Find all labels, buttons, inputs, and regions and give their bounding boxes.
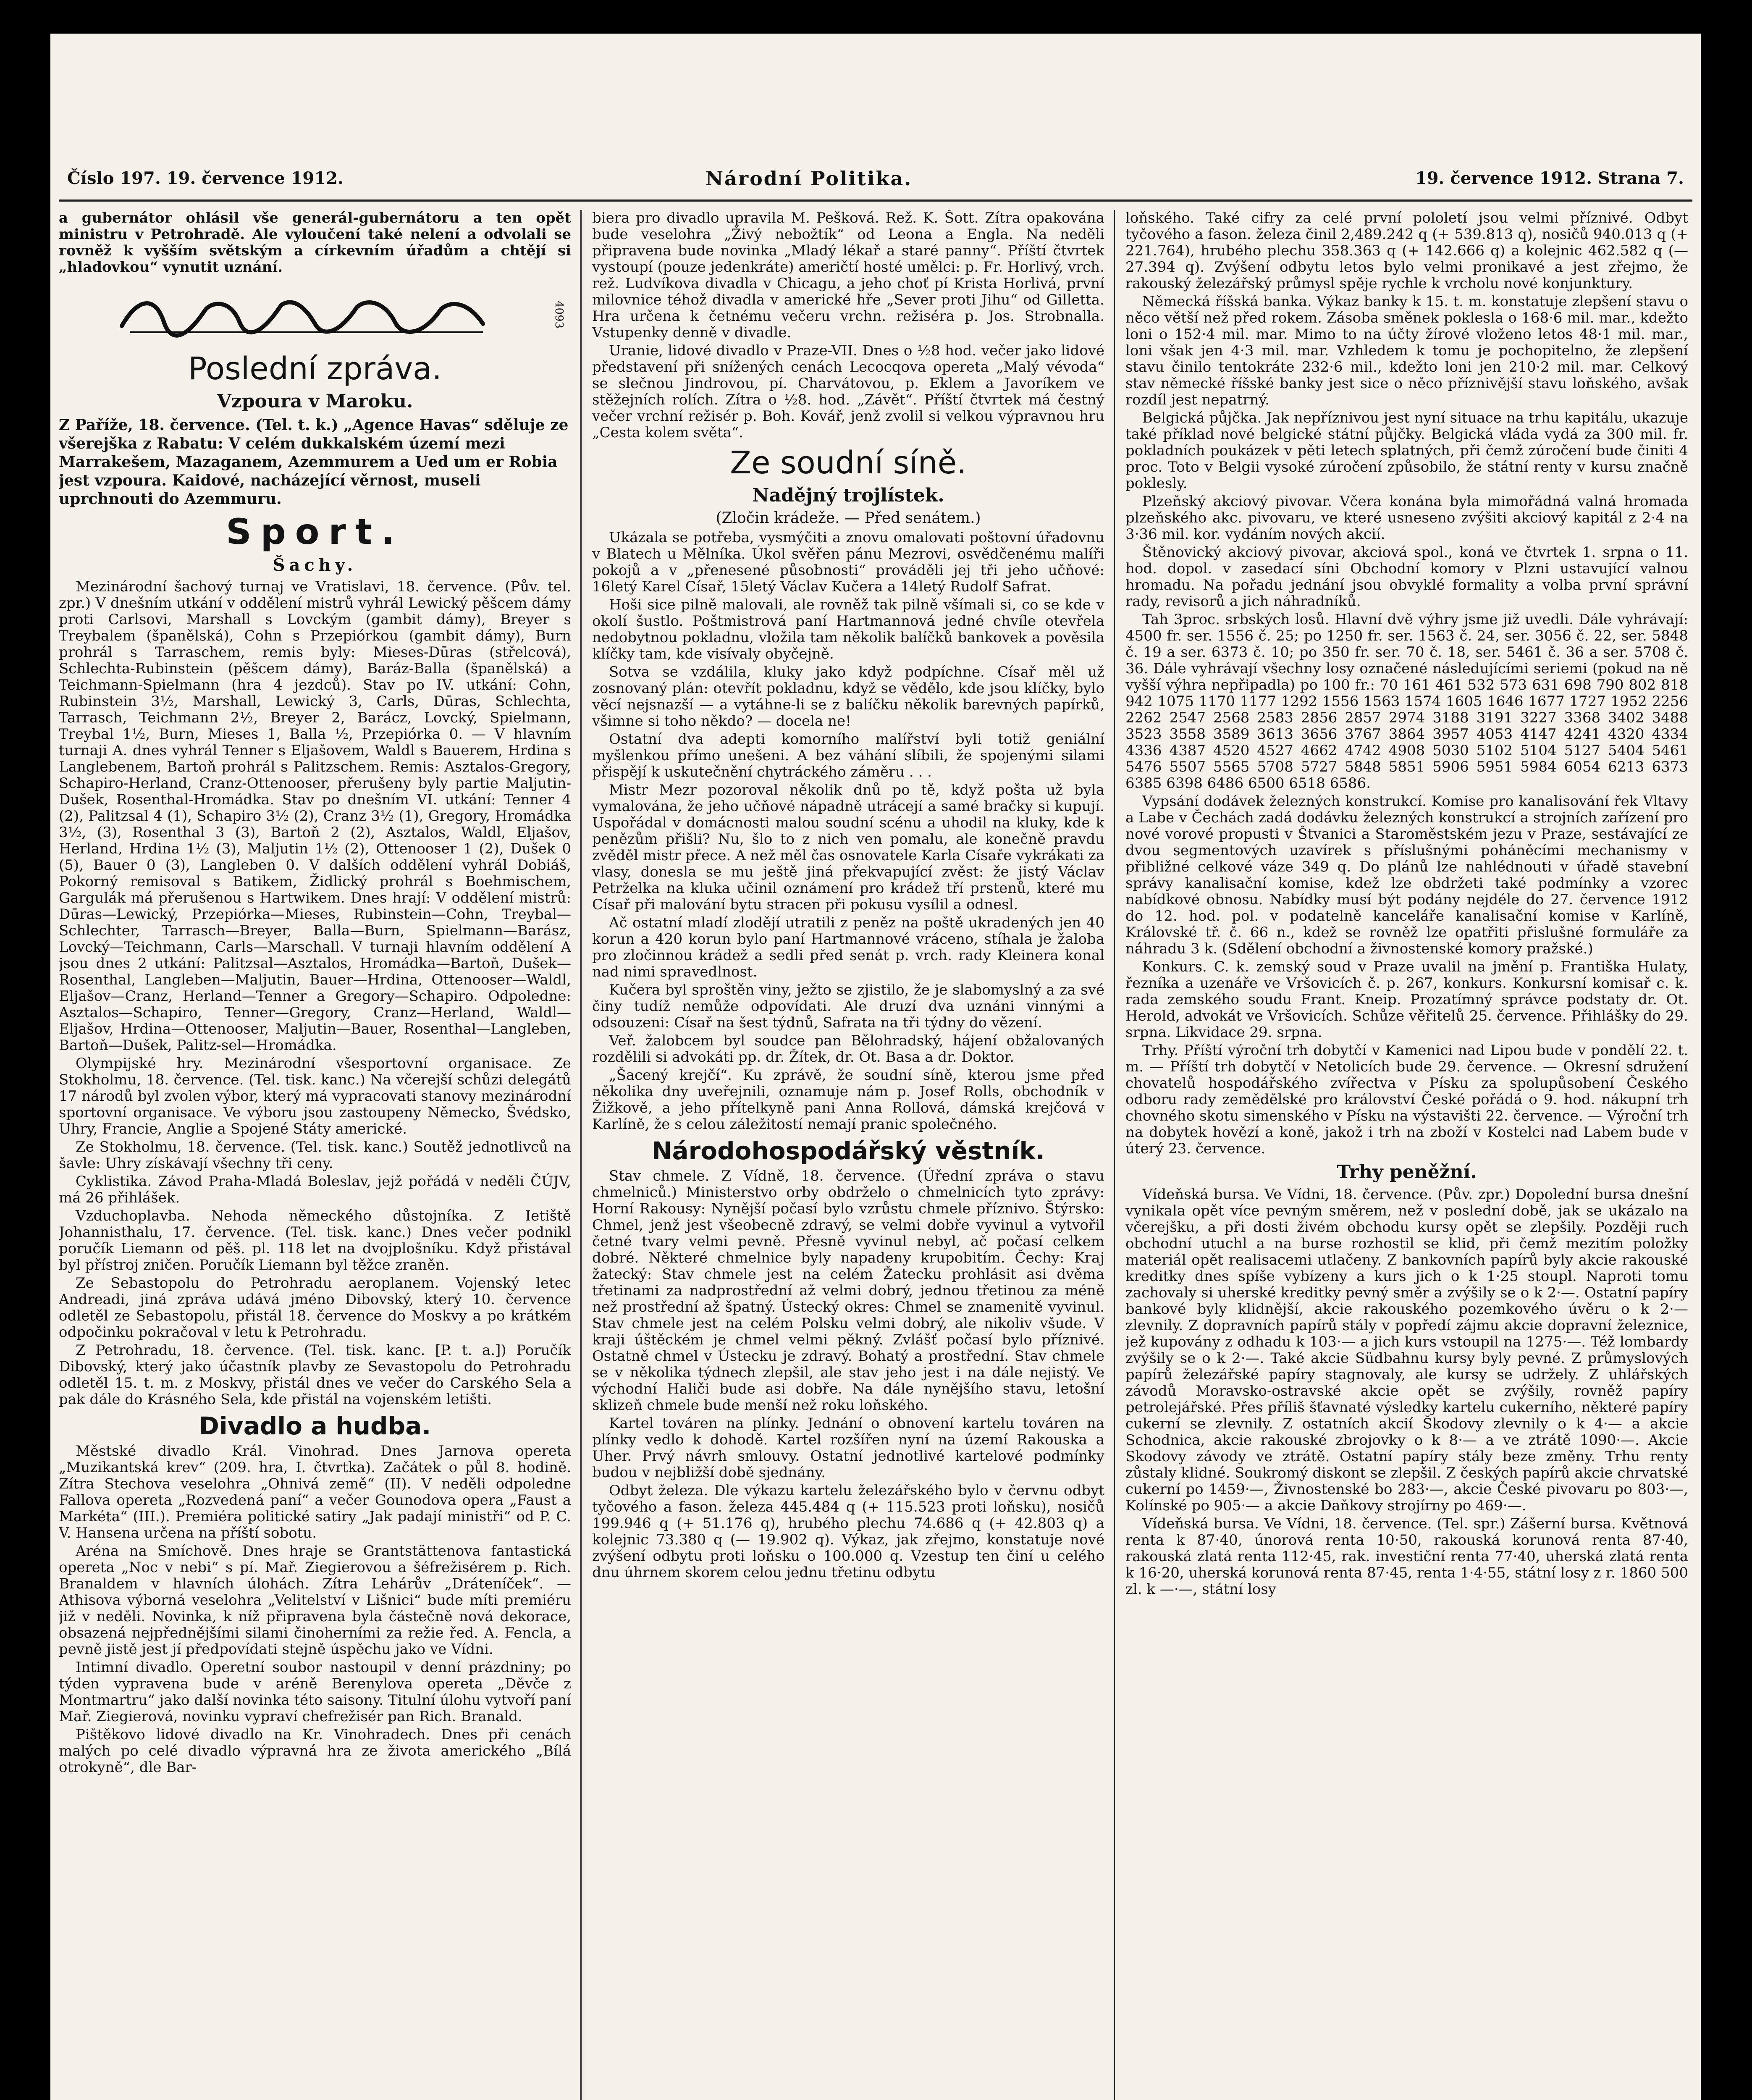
- latest-news-title: Poslední zpráva.: [188, 351, 442, 387]
- vienna-bourse-text: Vídeňská bursa. Ve Vídni, 18. července. (Pův. zpr.) Dopolední bursa dnešní vynikala opět více pevným směrem, než v poslední době, jak se ukázalo na včerejšku, a při dosti živém obchodu kursy opět se zlepšily. Později ruch obchodní utuchl a na burse rozhostil se klid, při čemž mezitím položky materiál opět realisacemi utlačeny. Z bankovních papírů byly akcie rakouské kreditky dnes spíše vybízeny a kurs jich o k 1·25 stoupl. Naproti tomu zachovaly si uherské kreditky pevný směr a zvýšily se o k 2·—. Ostatní papíry bankové byly klidnější, akcie rakouského pozemkového úvěru o k 2·— zlevnily. Z dopravních papírů stály v popředí zájmu akcie dopravní železnice, jež kupovány z odhadu k 103·— a jich kurs vstoupil na 1275·—. Též lombardy zvýšily se o k 2·—. Také akcie Südbahnu kursy byly pevné. Z průmyslových papírů železářské papíry stagnovaly, ale kursy se udržely. Z uhlářských závodů Moravsko-ostravské akcie opět se zvýšily, rovněž papíry petrolejářské. Přes příliš šťavnaté výsledky kartelu cukerního, některé papíry cukerní se zlevnily. Z ostatních akcií Škodovy zlevnily o k 4·— a akcie Schodnica, akcie rakouské zbrojovky o k 8·— a ve ztrátě 1090·—. Akcie Skodovy závody ve ztrátě. Ostatní papíry stály beze změny. Trhu renty zůstaly klidné. Soukromý diskont se zlepšil. Z českých papírů akcie chrvatské cukerní po 1459·—, Živnostenské bo 283·—, akcie České pivovaru po 803·—, Kolínské po 905·— a akcie Daňkovy strojírny po 469·—.: [1125, 1186, 1688, 1514]
- markets-text: Trhy. Příští výroční trh dobytčí v Kamenici nad Lipou bude v pondělí 22. t. m. — Příští trh dobytčí v Netolicích bude 29. července. — Okresní sdružení chovatelů hospodářského zvířectva v Písku za spolupůsobení Českého odboru rady zemědělské pro království České pořádá o 9. hod. nákupní trh chovného skotu simenského v Písku na výstavišti 22. července. — Výroční trh na dobytek hovězí a koně, jakož i trh na zboží v Kostelci nad Labem bude v úterý 23. července.: [1125, 1042, 1688, 1157]
- court-subtitle: Nadějný trojlístek.: [752, 485, 944, 506]
- sport-title: Sport.: [226, 511, 404, 552]
- masthead: Národní Politika.: [706, 167, 913, 190]
- iron-sales-text: Odbyt železa. Dle výkazu kartelu železářského bylo v červnu odbyt tyčového a fason. železa 445.484 q (+ 115.523 proti loňsku), nosičů 199.946 q (+ 51.176 q), hrubého plechu 74.686 q (+ 42.803 q) a kolejnic 73.380 q (— 19.902 q). Výkaz, jak zřejmo, konstatuje nové zvýšení odbytu proti loňsku o 100.000 q. Vzestup ten činí u celého dnu úhrnem skorem celou jednu třetinu odbytu: [592, 1482, 1104, 1581]
- latest-news-text: Z Paříže, 18. července. (Tel. t. k.) „Agence Havas“ sděluje ze všerejška z Rabatu: V celém dukkalském území mezi Marrakešem, Mazaganem, Azemmurem a Ued um er Robia jest vzpoura. Kaidové, nacházející věrnost, museli uprchnouti do Azemmuru.: [59, 416, 569, 508]
- tailor-notice: „Šacený krejčí“. Ku zprávě, že soudní síně, kterou jsme před několika dny uveřejnili, oznamuje nám p. Josef Rolls, obchodník v Žižkově, a jeho přítelkyně pani Anna Rollová, dámská krejčová v Karlíně, že s celou záležitostí nemají pranic společného.: [592, 1067, 1104, 1133]
- economy-title: Národohospodářský věstník.: [651, 1137, 1045, 1165]
- pilsen-brewery-text: Plzeňský akciový pivovar. Včera konána byla mimořádná valná hromada plzeňského akc. pivovaru, ve které usneseno zvýšiti akciový kapitál z 2·4 na 3·36 mil. kor. vydáním nových akcií.: [1125, 493, 1688, 543]
- column3-top-text: loňského. Také cifry za celé první pololetí jsou velmi příznivé. Odbyt tyčového a fason. železa činil 2,489.242 q (+ 539.813 q), nosičů 940.013 q (+ 221.764), hrubého plechu 358.363 q (+ 142.666 q) a kolejnic 462.582 q (— 27.394 q). Zvýšení odbytu letos bylo velmi pronikavé a jest zřejmo, že rakouský železářský průmysl spěje rychle k vrcholu nové konjunktury.: [1125, 210, 1688, 292]
- serbian-lottery-text: Tah 3proc. srbských losů. Hlavní dvě výhry jsme již uvedli. Dále vyhrávají: 4500 fr. ser. 1556 č. 25; po 1250 fr. ser. 1563 č. 24, ser. 3056 č. 22, ser. 5848 č. 19 a ser. 6373 č. 10; po 350 fr. ser. 70 č. 18, ser. 5461 č. 36 a ser. 5708 č. 36. Dále vyhrávají všechny losy označené následujícími seriemi (pokud na ně vyšší výhra nepřipadla) po 100 fr.: 70 161 461 532 573 631 698 790 802 818 942 1075 1170 1177 1292 1556 1563 1574 1605 1646 1677 1727 1952 2256 2262 2547 2568 2583 2856 2857 2974 3188 3191 3227 3368 3402 3488 3523 3558 3589 3613 3656 3767 3864 3957 4053 4147 4241 4320 4334 4336 4387 4520 4527 4662 4742 4908 5030 5102 5104 5127 5404 5461 5476 5507 5565 5708 5727 5848 5851 5906 5951 5984 6054 6213 6373 6385 6398 6486 6500 6518 6586.: [1125, 611, 1688, 792]
- signature-ad: [59, 292, 571, 339]
- court-paragraph: Ač ostatní mladí zlodějí utratili z peněz na poště ukradených jen 40 korun a 420 korun bylo paní Hartmannové vráceno, stíhala je žaloba pro zločinnou krádež a sedli před senát p. vrch. rady Kleinera konal nad nimi spravedlnost.: [592, 914, 1104, 980]
- stenovice-brewery-text: Štěnovický akciový pivovar, akciová spol., koná ve čtvrtek 1. srpna o 11. hod. dopol. v zasedací síni Obchodní komory v Plzni ustavující valnou hromadu. Na pořadu jednání jsou obvyklé formality a volba první správní rady, revisorů a jich náhradníků.: [1125, 544, 1688, 610]
- theatre-text: Městské divadlo Král. Vinohrad. Dnes Jarnova opereta „Muzikantská krev“ (209. hra, I. čtvrtka). Začátek o půl 8. hodině. Zítra Stechova veselohra „Ohnivá země“ (II). V neděli odpoledne Fallova opereta „Rozvedená paní“ a večer Gounodova opera „Faust a Markéta“ (III.). Premiéra politické satiry „Jak padají ministři“ od P. C. V. Hansena určena na příští sobotu.: [59, 1443, 571, 1541]
- header-rule: [59, 200, 1692, 202]
- header-issue-date: Číslo 197. 19. července 1912.: [67, 168, 344, 188]
- court-title: Ze soudní síně.: [730, 445, 967, 481]
- sevastopol-text: Ze Sebastopolu do Petrohradu aeroplanem. Vojenský letec Andreadi, jiná zpráva udává jméno Dibovský, který 10. července odletěl ze Sebastopolu, přistál 18. července do Moskvy a po krátkém odpočinku pokračoval v letu k Petrohradu.: [59, 1275, 571, 1341]
- intimate-theatre-text: Intimní divadlo. Operetní soubor nastoupil v denní prázdniny; po týden vypravena bude v aréně Berenylova opereta „Děvče z Montmartru“ jako další novinka této saisony. Titulní úlohu vytvoří paní Mař. Ziegierová, novinku vypraví chefrežisér pan Rich. Branald.: [59, 1659, 571, 1725]
- vienna-bourse-evening-text: Vídeňská bursa. Ve Vídni, 18. července. (Tel. spr.) Zášerní bursa. Květnová renta k 87·40, únorová renta 10·50, rakouská korunová renta 87·40, rakouská zlatá renta 112·45, rak. investiční renta 77·40, uherská zlatá renta k 16·20, uherská korunová renta 87·45, renta 1·4·55, státní losy z r. 1860 500 zl. k —·—, státní losy: [1125, 1515, 1688, 1598]
- aviation-text: Vzduchoplavba. Nehoda německého důstojníka. Z Ietiště Johannisthalu, 17. července. (Tel. tisk. kanc.) Dnes večer podnikl poručík Liemann od pěš. pl. 118 let na dvojplošníku. Když přistával byl přístroj zničen. Poručík Liemann byl těžce zraněn.: [59, 1208, 571, 1273]
- pistek-theatre-text: Pištěkovo lidové divadlo na Kr. Vinohradech. Dnes při cenách malých po celé divadlo výpravná hra ze života amerického „Bílá otrokyně“, dle Bar-: [59, 1726, 571, 1776]
- bankruptcy-text: Konkurs. C. k. zemský soud v Praze uvalil na jmění p. Františka Hulaty, řezníka a uzenáře ve Vršovicích č. p. 267, konkurs. Konkursní komisař c. k. rada zemského soudu Frant. Kneip. Prozatímný správce podstaty dr. Ot. Herold, advokát ve Vršovicích. Schůze věřitelů 25. července. Přihlášky do 29. srpna. Likvidace 29. srpna.: [1125, 958, 1688, 1041]
- court-paragraph: Mistr Mezr pozoroval několik dnů po tě, když pošta už byla vymalována, že jeho učňové nápadně utrácejí a samé bračky si kupují. Uspořádal v domácnosti malou soudní scénu a uhodil na kluky, kde k penězům přišli? Nu, šlo to z nich ven pomalu, ale konečně pravdu zvěděl mistr přece. A než měl čas osnovatele Karla Císaře vykrákati za vlasy, donesla se mu ještě jiná překvapující zvěst: že jistý Václav Petrželka na kluka učinil oznámení pro krádež tří prstenů, které mu Císař při malování bytu stracen při pokusu vysílil a odnesl.: [592, 782, 1104, 913]
- signature-side-number: 4093: [553, 301, 565, 329]
- latest-news-subtitle: Vzpoura v Maroku.: [217, 391, 413, 412]
- money-markets-title: Trhy peněžní.: [1337, 1161, 1477, 1183]
- intro-paragraph: a gubernátor ohlásil vše generál-gubernátoru a ten opět ministru v Petrohradě. Ale vyloučení také nelení a odvolali se rovněž k vyšším světským a církevním úřadům a chtějí si „hladovkou“ vynutit uznání.: [59, 210, 571, 276]
- stockholm-text: Ze Stokholmu, 18. července. (Tel. tisk. kanc.) Soutěž jednotlivců na šavle: Uhry získávají všechny tři ceny.: [59, 1139, 571, 1172]
- court-paragraph: Sotva se vzdálila, kluky jako když podpíchne. Císař měl už zosnovaný plán: otevřít pokladnu, když se vědělo, kde jsou klíčky, bylo věcí nejsnazší — a vytáhne-li se z balíčku několik barevných papírků, všimne si toho někdo? — docela ne!: [592, 664, 1104, 730]
- urania-text: Uranie, lidové divadlo v Praze-VII. Dnes o ½8 hod. večer jako lidové představení při snížených cenách Lecocqova opereta „Malý vévoda“ se slečnou Jindrovou, pí. Charvátovou, p. Eklem a Javoríkem ve stěžejních rolích. Zítra o ½8. hod. „Závět“. Příští čtvrtek má čestný večer vrchní režisér p. Boh. Kovář, jenž zvolil si velkou výpravnou hru „Cesta kolem světa“.: [592, 342, 1104, 441]
- court-paragraph: Ostatní dva adepti komorního malířství byli totiž geniální myšlenkou přímo unešeni. A bez váhání slíbili, že spojenými silami přispějí k uskutečnění chytráckého záměru . . .: [592, 731, 1104, 780]
- court-note: (Zločin krádeže. — Před senátem.): [716, 509, 981, 527]
- theatre-title: Divadlo a hudba.: [199, 1412, 431, 1440]
- court-paragraph: Hoši sice pilně malovali, ale rovněž tak pilně všímali si, co se kde v okolí šustlo. Poštmistrová paní Hartmannová jedné chvíle otevřela nedobytnou pokladnu, vložila tam několik balíčků bankovek a pověsila klíčky tam, kde visívaly obyčejně.: [592, 596, 1104, 662]
- hops-text: Stav chmele. Z Vídně, 18. července. (Úřední zpráva o stavu chmelniců.) Ministerstvo orby obdrželo o chmelnicích tyto zprávy: Horní Rakousy: Nynější počasí bylo vzrůstu chmele příznivo. Štýrsko: Chmel, jenž jest všeobecně zdravý, se velmi dobře vyvinul a vytvořil četné tvary velmi pevně. Přesně vyvinul nebyl, ač počasí celkem dobré. Některé chmelnice byly napadeny krupobitím. Čechy: Kraj žatecký: Stav chmele jest na celém Žatecku prohlásit asi dvěma třetinami za nadprostřední až velmi dobrý, jednou třetinou za méně než prostřední až špatný. Ústecký okres: Chmel se znamenitě vyvinul. Stav chmele jest na celém Polsku velmi dobrý, ale nikoliv všude. V kraji úštěckém je chmel velmi pěkný. Zvlášť počasí bylo příznivé. Ostatně chmel v Ústecku je zdravý. Bohatý a prostřední. Stav chmele se v několika týdnech zlepšil, ale stav jeho jest i na dále nejistý. Ve východní Haliči bude asi dobře. Na dále nynějšího stavu, letošní sklizeň chmele bude menší než roku loňského.: [592, 1168, 1104, 1414]
- column-rule-1: [580, 210, 582, 2100]
- header-page-number: 19. července 1912. Strana 7.: [1415, 168, 1684, 188]
- chess-text: Mezinárodní šachový turnaj ve Vratislavi, 18. července. (Pův. tel. zpr.) V dnešním utkání v oddělení mistrů vyhrál Lewický pěšcem dámy proti Carlsovi, Marshall s Lovckým (gambit dámy), Breyer s Treybalem (španělská), Cohn s Przepiórkou (gambit dámy), Burn prohrál s Tarraschem, remis byly: Mieses-Dūras (střelcová), Schlechta-Rubinstein (pěšcem dámy), Baráz-Balla (španělská) a Teichmann-Spielmann (hra 4 jezdců). Stav po IV. utkání: Cohn, Rubinstein 3½, Marshall, Lewický 3, Carls, Dūras, Schlechta, Tarrasch, Teichmann 2½, Breyer 2, Barácz, Lovcký, Spielmann, Treybal 1½, Burn, Mieses 1, Balla ½, Przepiórka 0. — V hlavním turnaji A. dnes vyhrál Tenner s Eljašovem, Waldl s Bauerem, Hrdina s Langlebenem, Bartoň prohrál s Palitzschem. Remis: Asztalos-Gregory, Schapiro-Herland, Cranz-Ottenooser, přerušeny byly partie Maljutin-Dušek, Rosenthal-Hromádka. Stav po dnešním VI. utkání: Tenner 4 (2), Palitzsal 4 (1), Schapiro 3½ (2), Cranz 3½ (1), Gregory, Hromádka 3½, (3), Rosenthal 3 (3), Bartoň 2 (2), Asztalos, Waldl, Eljašov, Herland, Hrdina 1½ (3), Maljutin 1½ (2), Ottenooser 1 (2), Dušek 0 (5), Bauer 0 (3), Langleben 0. V dalších oddělení vyhrál Dobiáš, Pokorný remisoval s Batikem, Židlický prohrál s Boehmischem, Gargulák má přerušenou s Hartwikem. Dnes hrají: V oddělení mistrů: Dūras—Lewický, Przepiórka—Mieses, Rubinstein—Cohn, Treybal—Schlechter, Tarrasch—Breyer, Balla—Burn, Spielmann—Barász, Lovcký—Teichmann, Carls—Marschall. V turnaji hlavním oddělení A jsou dnes 2 utkání: Palitzsal—Asztalos, Hromádka—Bartoň, Dušek—Rosenthal, Langleben—Maljutin, Bauer—Hrdina, Ottenooser—Waldl, Eljašov—Cranz, Herland—Tenner a Gregory—Schapiro. Odpoledne: Asztalos—Schapiro, Tenner—Gregory, Cranz—Herland, Waldl—Eljašov, Hrdina—Ottenooser, Maljutin—Bauer, Rosenthal—Langleben, Bartoň—Dušek, Palitz-sel—Hromádka.: [59, 578, 571, 1054]
- column2-top-text: biera pro divadlo upravila M. Pešková. Rež. K. Šott. Zítra opakována bude veselohra „Živý nebožtík“ od Leona a Engla. Na neděli připravena bude novinka „Mladý lékař a staré panny“. Příští čtvrtek vystoupí (pouze jedenkráte) američtí hosté umělci: p. Fr. Horlivý, vrch. rež. Ludvíkova divadla v Chicagu, a jeho choť pí Krista Horlivá, první milovnice téhož divadla v americké hře „Sever proti Jihu“ od Gilletta. Hra určena k četnému večeru vrchn. režiséra p. Jos. Strobnalla. Vstupenky denně v divadle.: [592, 210, 1104, 341]
- column-rule-2: [1114, 210, 1115, 2100]
- cartel-text: Kartel továren na plínky. Jednání o obnovení kartelu továren na plínky vedlo k dohodě. Kartel rozšířen nyní na území Rakouska a Uher. Prvý návrh smlouvy. Ostatní jednotlivé kartelové podmínky budou v nejbližší době sjednány.: [592, 1415, 1104, 1481]
- column-2: [592, 210, 1104, 2100]
- arena-text: Aréna na Smíchově. Dnes hraje se Grantstättenova fantastická opereta „Noc v nebi“ s pí. Mař. Ziegierovou a šéfrežisérem p. Rich. Branaldem v hlavních úlohách. Zítra Lehárův „Dráteníček“. — Athisova výborná veselohra „Velitelství v Lišnici“ bude míti premiéru již v neděli. Novinka, k níž připravena byla částečně nová dekorace, obsazená nejpřednějšími silami činoherními za režie řed. A. Fencla, a pevně jistě jest jí předpovídati stejně úspěchu jako ve Vídni.: [59, 1543, 571, 1658]
- court-paragraph: Kučera byl sproštěn viny, ježto se zjistilo, že je slabomyslný a za své činy tudíž nemůže odpovídati. Ale druzí dva uznáni vinnými a odsouzeni: Císař na šest týdnů, Safrata na tři týdny do vězení.: [592, 982, 1104, 1031]
- cycling-text: Cyklistika. Závod Praha-Mladá Boleslav, jejž pořádá v neděli ČÚJV, má 26 přihlášek.: [59, 1173, 571, 1206]
- reichsbank-text: Německá říšská banka. Výkaz banky k 15. t. m. konstatuje zlepšení stavu o něco větší než před rokem. Zásoba směnek poklesla o 168·6 mil. mar., kdežto loni o 152·4 mil. mar. Mimo to na účty žírové vloženo letos 48·1 mil. mar., loni však jen 4·3 mil. mar. Vzhledem k tomu je pochopitelno, že zlepšení stavu činilo tentokráte 232·6 mil., kdežto loni jen 210·2 mil. mar. Celkový stav německé říšské banky jest sice o něco příznivější stavu loňského, avšak rozdíl jest nepatrný.: [1125, 293, 1688, 408]
- signature-graphic: [105, 292, 525, 339]
- petrograd-text: Z Petrohradu, 18. července. (Tel. tisk. kanc. [P. t. a.]) Poručík Dibovský, který jako účastník plavby ze Sevastopolu do Petrohradu odletěl 15. t. m. z Moskvy, přistál dnes ve večer do Carského Sela a pak dále do Krásného Sela, kde přistál na vojenském letišti.: [59, 1342, 571, 1408]
- olympics-text: Olympijské hry. Mezinárodní všesportovní organisace. Ze Stokholmu, 18. července. (Tel. tisk. kanc.) Na včerejší schůzi delegátů 17 národů byl zvolen výbor, který má vypracovati stanovy mezinárodní sportovní organisace. Ve výboru jsou zastoupeny Německo, Švédsko, Uhry, Francie, Anglie a Spojené Státy americké.: [59, 1055, 571, 1137]
- column-1: [59, 210, 571, 2100]
- court-paragraph: Veř. žalobcem byl soudce pan Bělohradský, hájení obžalovaných rozdělili si advokáti pp. dr. Žítek, dr. Ot. Basa a dr. Doktor.: [592, 1032, 1104, 1066]
- column-3: [1125, 210, 1688, 2100]
- belgian-loan-text: Belgická půjčka. Jak nepříznivou jest nyní situace na trhu kapitálu, ukazuje také příklad nové belgické státní půjčky. Belgická vláda vydá za 300 mil. fr. pokladních poukázek v pěti letech splatných, při čemž zúročení bude činiti 4 proc. Toto v Belgii vysoké zúročení způsobilo, že státní renty v kursu značně poklesly.: [1125, 410, 1688, 492]
- court-paragraph: Ukázala se potřeba, vysmýčiti a znovu omalovati poštovní úřadovnu v Blatech u Mělníka. Úkol svěřen pánu Mezrovi, osvědčenému malíři pokojů a v „přenesené působnosti“ prováděli jej tři jeho učňové: 16letý Karel Císař, 15letý Václav Kučera a 14letý Rudolf Safrat.: [592, 529, 1104, 595]
- tender-text: Vypsání dodávek železných konstrukcí. Komise pro kanalisování řek Vltavy a Labe v Čechách zadá dodávku železných konstrukcí a strojních zařízení pro nové vorové propusti v Štvanici a Staroměstském jezu v Praze, sestávající ze dvou segmentových uzavírek s příslušnými poháněcími mechanismy v přibližné celkové váze 349 q. Do plánů lze nahlédnouti v úřadě stavební správy kanalisační komise, kdež lze obdržeti také podmínky a vzorec nabídkové obnosu. Nabídky musí být podány nejdéle do 27. července 1912 do 12. hod. pol. v podatelně kanceláře kanalisační komise v Karlíně, Královské tř. č. 66 n., kdež se rovněž lze opatřiti přislušné formuláře za náhradu 3 k. (Sdělení obchodní a živnostenské komory pražské.): [1125, 793, 1688, 957]
- newspaper-page: [50, 34, 1701, 2100]
- chess-title: Šachy.: [273, 555, 357, 575]
